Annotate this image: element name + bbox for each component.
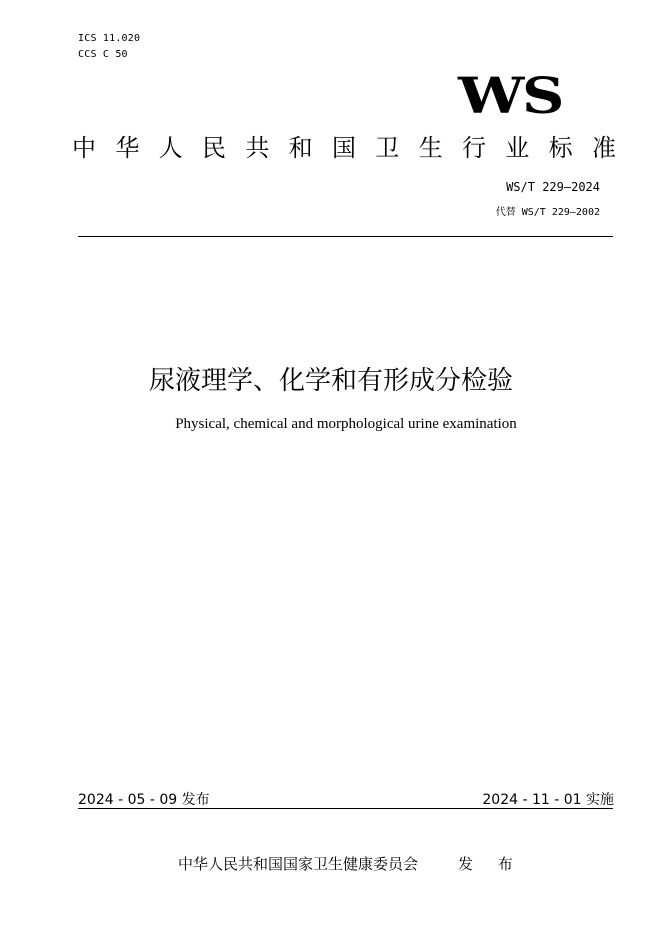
- issue-date: 2024 - 05 - 09 发布: [78, 792, 210, 808]
- standard-code: WS/T 229—2024: [506, 180, 600, 194]
- standard-category-char: 和: [288, 134, 313, 162]
- issuing-authority: 中华人民共和国国家卫生健康委员会: [178, 855, 419, 873]
- standard-category-char: 行: [461, 134, 486, 162]
- ccs-code: CCS C 50: [78, 49, 128, 60]
- standard-category-char: 共: [245, 134, 270, 162]
- header-divider: [78, 236, 613, 237]
- standard-category-char: 人: [158, 134, 183, 162]
- document-title-chinese: 尿液理学、化学和有形成分检验: [148, 366, 513, 396]
- standard-category-char: 华: [115, 134, 140, 162]
- footer-divider: [78, 808, 613, 809]
- standard-category-char: 中: [72, 134, 96, 162]
- standard-category-char: 标: [548, 134, 573, 162]
- ics-code: ICS 11.020: [78, 33, 141, 44]
- standard-category-char: 生: [418, 134, 443, 162]
- standard-category-char: 卫: [375, 134, 400, 162]
- replaces-code: 代替 WS/T 229—2002: [495, 207, 600, 218]
- document-title-english: Physical, chemical and morphological urine examination: [175, 416, 517, 432]
- issue-action: 发 布: [458, 855, 523, 873]
- standard-category-char: 业: [505, 134, 530, 162]
- standard-category-char: 国: [331, 134, 356, 162]
- standard-category-char: 准: [591, 134, 616, 162]
- implementation-date: 2024 - 11 - 01 实施: [482, 792, 614, 808]
- ws-logo: WS: [458, 66, 563, 125]
- standard-category-title: [72, 128, 616, 163]
- standard-category-char: 民: [201, 134, 226, 162]
